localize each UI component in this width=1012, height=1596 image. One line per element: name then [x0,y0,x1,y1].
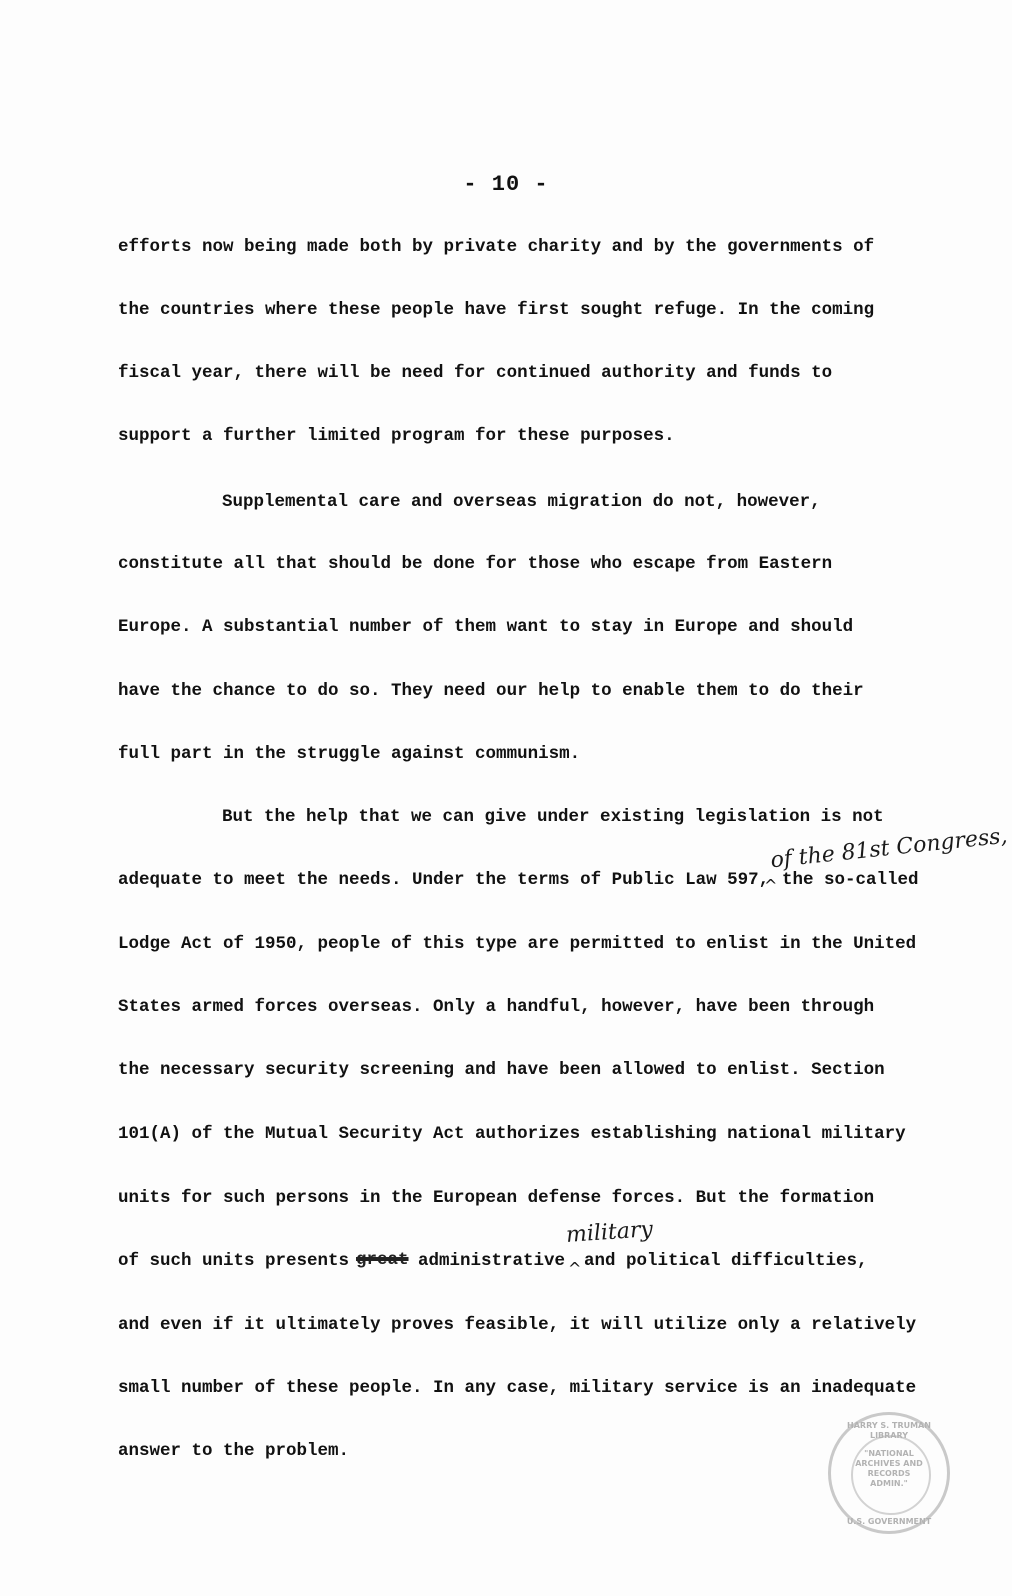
stamp-ring-text: HARRY S. TRUMAN LIBRARY [847,1421,931,1440]
text-line: support a further limited program for these purposes. [118,426,675,446]
struck-word: great [356,1250,409,1270]
text-line: have the chance to do so. They need our help to enable them to do their [118,681,864,701]
text-line: administrative [418,1251,566,1271]
text-line: fiscal year, there will be need for continued authority and funds to [118,363,833,383]
text-line: But the help that we can give under existing legislation is not [222,807,884,827]
text-line: efforts now being made both by private charity and by the governments of [118,237,875,257]
text-line: and political difficulties, [584,1251,868,1271]
text-line: answer to the problem. [118,1441,350,1461]
text-line: Europe. A substantial number of them want to stay in Europe and should [118,617,854,637]
stamp-center-text: ADMIN." [870,1479,908,1488]
text-line: adequate to meet the needs. Under the terms of Public Law 597, [118,870,770,890]
handwritten-annotation: of the 81st Congress, [769,823,1009,874]
text-line: full part in the struggle against communism. [118,744,581,764]
insertion-caret: ^ [568,1259,582,1278]
text-line: of such units presents [118,1251,350,1271]
library-stamp [828,1412,950,1534]
text-line: the necessary security screening and have been allowed to enlist. Section [118,1060,885,1080]
text-line: States armed forces overseas. Only a handful, however, have been through [118,997,875,1017]
text-line: the so-called [782,870,919,890]
text-line: 101(A) of the Mutual Security Act authorizes establishing national military [118,1124,906,1144]
handwritten-annotation: military [565,1217,654,1248]
stamp-center-text: ARCHIVES AND [855,1459,923,1468]
text-line: the countries where these people have first sought refuge. In the coming [118,300,875,320]
stamp-bottom-text: U.S. GOVERNMENT [846,1517,932,1526]
insertion-caret: ^ [764,876,778,895]
page-number: - 10 - [463,172,549,197]
text-line: Supplemental care and overseas migration do not, however, [222,492,821,512]
text-line: and even if it ultimately proves feasible, it will utilize only a relatively [118,1315,917,1335]
stamp-center-text: "NATIONAL [864,1449,914,1458]
text-line: Lodge Act of 1950, people of this type are permitted to enlist in the United [118,934,917,954]
text-line: small number of these people. In any case, military service is an inadequate [118,1378,917,1398]
stamp-center-text: RECORDS [867,1469,911,1478]
text-line: units for such persons in the European defense forces. But the formation [118,1188,875,1208]
text-line: constitute all that should be done for those who escape from Eastern [118,554,833,574]
